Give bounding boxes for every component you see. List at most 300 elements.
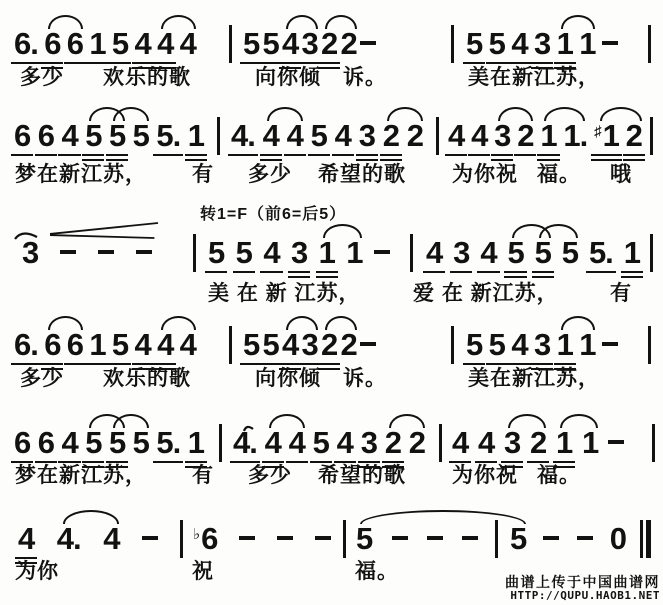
lyric-text: 有 [610,282,632,305]
slur-arc [113,414,149,428]
underline-beam [11,154,33,157]
slur-arc [600,107,642,121]
note-number: 1 [187,118,204,153]
note-token [14,329,38,365]
note-token [337,427,353,463]
note-number: 5 [466,327,483,362]
underline-beam [205,271,227,274]
note-number [427,523,443,540]
note-number: 1 [582,425,599,460]
note-number: 4 [478,425,495,460]
note-number: 4 [282,26,299,61]
note-token [579,329,595,360]
note-number: 5. [156,425,181,460]
barline [451,326,454,364]
duration-dash [602,342,618,346]
note-number [577,523,593,540]
note-number: 1 [556,425,573,460]
note-number: 4. [56,521,81,556]
note-token [156,120,180,156]
underline-beam [537,154,559,157]
lyric-text: 福。 [537,163,581,186]
dash-token [608,427,624,444]
note-number: 5. [588,235,613,270]
note-token [594,120,619,161]
underline-beam [477,271,499,274]
note-token [409,427,425,458]
note-number: 4 [61,425,78,460]
underline-beam [64,363,86,366]
tie-fragment [242,423,255,433]
note-token [466,329,482,365]
underline-beam [445,154,467,157]
note-number [543,523,559,540]
note-number: 3 [301,26,318,61]
note-token [109,120,125,161]
note-number: 2 [406,118,423,153]
note-token [582,427,598,458]
barline [640,520,643,558]
note-number: 6 [14,425,31,460]
note-number: 5. [156,118,181,153]
slur-arc [48,15,83,29]
note-token [302,329,318,365]
duration-dash [374,250,390,254]
note-number: 5 [111,26,129,61]
underline-beam [82,154,104,157]
duration-dash [602,41,618,45]
lyric-text: 爱 在 新江苏， [413,282,559,305]
note-token [448,120,464,156]
note-number: 3 [504,425,521,460]
dash-token [577,523,593,540]
note-number: 5 [108,425,126,460]
lyric-text: 多少 [20,66,64,89]
note-number: 2 [382,118,399,153]
note-number [142,523,158,540]
note-token [263,329,279,365]
note-number: 5 [488,26,505,61]
note-token [231,120,255,156]
underline-beam [228,154,258,157]
note-token [14,28,38,64]
note-number: 5 [108,118,126,153]
lyric-text: 诉。 [343,367,387,390]
note-number: 3 [533,327,551,362]
note-token [180,329,196,360]
duration-dash [315,536,331,540]
note-number: 3 [290,235,308,270]
note-token [589,237,613,273]
underline-beam [153,154,183,157]
lyric-text: 为你 [15,560,59,583]
note-number: 1 [187,425,204,460]
note-token [540,120,556,161]
note-number: 1. [563,118,588,153]
lyric-text: 梦在新江苏， [15,464,147,487]
note-number: 1 [623,235,640,270]
note-number: 4 [262,118,279,153]
note-token [85,120,101,161]
note-number: 5 [510,521,527,556]
note-number: 4 [511,26,528,61]
barline [217,117,220,155]
note-token [38,120,54,156]
note-number: 3 [22,235,39,270]
slur-arc [325,15,357,29]
dash-token [462,523,478,540]
note-number: 3 [358,118,375,153]
slur-arc [325,316,357,330]
note-number: 2 [321,327,338,362]
lyric-text: 福。 [355,560,399,583]
note-number: 2 [530,425,547,460]
note-number: ♯1 [594,118,619,153]
dash-token [360,28,376,45]
lyric-text: 为你祝 [452,464,518,487]
note-token [67,28,83,64]
note-token [626,120,642,161]
lyric-text: 美 在 新 江苏， [208,282,361,305]
note-number: 2 [321,26,338,61]
note-token [359,120,375,161]
underline-beam [318,368,340,371]
lyric-text: 希望的歌 [318,163,406,186]
dash-token [602,329,618,346]
note-number: 4. [233,425,257,460]
slur-arc [161,316,196,330]
lyric-text: 向你倾 [255,367,321,390]
slur-arc [63,510,120,524]
lyric-text: 有 [192,163,214,186]
note-token [466,28,482,64]
note-number: 5 [235,235,252,270]
note-number: 4 [179,26,196,61]
note-number: 1 [318,235,335,270]
note-number: 5 [85,425,102,460]
lyric-text: 梦在新江苏， [15,163,147,186]
slur-arc [508,414,546,428]
note-token [511,28,527,64]
lyric-text: 欢乐的歌 [103,66,191,89]
underline-beam [288,271,310,274]
note-token [263,28,279,64]
note-number: 5 [85,118,102,153]
slur-arc [267,107,303,121]
note-number: 5 [561,235,579,270]
note-token [89,329,105,365]
rest-token [610,523,626,554]
note-number: 4 [471,118,488,153]
lyric-text: 祝 [192,560,214,583]
note-token [287,120,303,156]
note-number [239,523,255,540]
duration-dash [543,536,559,540]
note-number: 3 [453,235,470,270]
barline [193,234,196,272]
watermark-site-name: 曲谱上传于中国曲谱网 [505,574,660,590]
underline-beam [621,271,643,274]
barline [495,520,498,558]
note-number: 1 [540,118,557,153]
underline-beam [64,62,86,65]
note-token [14,120,30,156]
lyric-text: 为你祝 [452,163,518,186]
note-number: 3 [533,26,551,61]
note-number: 4 [134,26,151,61]
note-number: 2 [340,327,357,362]
lyric-text: 美在新江苏， [468,367,600,390]
note-number: 3 [360,425,377,460]
note-number [602,28,618,45]
final-barline-thick [646,520,651,558]
barline [652,424,655,462]
crescendo-hairpin [48,221,160,240]
note-number: 4 [103,521,120,556]
duration-dash [98,250,114,254]
note-token [243,28,259,64]
note-number: 4 [334,118,351,153]
note-token [180,28,196,59]
dash-token [374,237,390,254]
note-token [624,237,640,278]
note-number: 6. [14,327,38,362]
dash-token [142,523,158,540]
note-token [356,523,372,554]
slur-arc [113,107,149,121]
barline [229,25,232,63]
note-number: 2 [384,425,401,460]
note-number: 1 [346,235,363,270]
note-number: 3 [494,118,511,153]
note-number: 4. [231,118,255,153]
underline-beam [591,154,622,157]
note-token [22,237,38,268]
underline-beam [260,271,282,274]
note-token [289,427,305,463]
note-token [341,329,357,360]
note-number: 1 [556,26,573,61]
note-token [407,120,423,151]
note-number: 1 [89,26,106,61]
slur-arc [561,316,596,330]
underline-beam [185,154,207,157]
note-number: 5 [132,425,149,460]
lyric-text: 有 [192,464,214,487]
note-number: 6 [37,425,54,460]
note-number: 4 [264,425,281,460]
note-token [61,120,77,156]
dash-token [277,523,293,540]
note-number: 5 [132,118,149,153]
duration-dash [462,536,478,540]
barline [343,520,346,558]
underline-beam [318,62,340,65]
note-number [315,523,331,540]
note-token [383,120,399,161]
note-token [321,28,337,69]
note-number: 6 [44,26,61,61]
note-token [579,28,595,59]
note-number: 5 [243,26,260,61]
barline [650,234,653,272]
barline [180,520,183,558]
slur-arc [544,107,585,121]
note-number [360,329,376,346]
underline-beam [284,154,306,157]
note-number: 5 [243,327,260,362]
note-number: 4 [134,327,151,362]
note-token [133,120,149,151]
note-token [103,523,119,554]
underline-beam [514,154,536,157]
lyric-text: 多少 [20,367,64,390]
note-token [243,329,259,365]
underline-beam [153,461,183,464]
note-token [453,237,469,273]
note-number: 4 [18,521,35,556]
duration-dash [60,250,76,254]
note-token [346,237,362,268]
note-token [489,28,505,64]
barline [410,234,413,272]
note-number: 4 [452,425,469,460]
note-number: 6. [14,26,38,61]
note-token [263,120,279,161]
underline-beam [423,271,445,274]
note-number: 4 [179,327,196,362]
watermark-url: HTTP://QUPU.HAOB1.NET [510,589,660,603]
note-number: 5 [534,235,551,270]
note-token [61,427,77,463]
lyric-text: 哦 [610,163,632,186]
note-number: ♭6 [193,521,218,556]
note-number: 6 [66,327,84,362]
underline-beam [316,271,338,274]
lyric-text: 多少 [248,464,292,487]
note-number [462,523,478,540]
dash-token [360,329,376,346]
note-number [277,523,293,540]
note-token [489,329,505,365]
duration-dash [360,342,376,346]
note-number: 5 [356,521,373,556]
note-token [507,237,523,278]
note-number: 5 [488,327,505,362]
note-number: 6 [14,118,31,153]
note-token [302,28,318,64]
note-token [530,427,546,463]
note-token [480,237,496,273]
note-token [291,237,307,278]
lyric-text: 向你倾 [255,66,321,89]
note-token [38,427,54,463]
note-token [563,120,587,151]
note-token [263,237,279,273]
note-token [510,523,526,554]
barline [648,25,651,63]
note-number: 2 [408,425,425,460]
note-number: 6 [44,327,61,362]
note-number: 4 [336,425,353,460]
note-number: 0 [609,521,626,556]
underline-beam [58,154,80,157]
note-number: 5 [262,26,279,61]
note-number [602,329,618,346]
note-token [452,427,468,463]
note-number [608,427,624,444]
note-number: 3 [301,327,318,362]
underline-beam [233,271,255,274]
note-token [112,329,128,365]
slur-arc [498,107,533,121]
duration-dash [142,536,158,540]
underline-beam [260,154,282,157]
note-number: 4 [426,235,443,270]
note-number: 4 [511,327,528,362]
underline-beam [450,271,472,274]
note-number: 2 [625,118,642,153]
duration-dash [360,41,376,45]
dash-token [392,523,408,540]
key-change-annotation: 转1=F（前6=后5） [200,206,347,223]
dash-token [543,523,559,540]
note-number: 4 [448,118,465,153]
note-number: 6 [37,118,54,153]
note-number: 4 [480,235,497,270]
slur-arc [561,15,596,29]
slur-arc [387,107,423,121]
note-number: 4 [157,26,174,61]
duration-dash [392,536,408,540]
barline [439,424,442,462]
note-number: 4 [157,327,174,362]
underline-beam [504,271,526,274]
sharp-accidental: ♯ [594,123,602,140]
note-token [511,329,527,365]
measure [22,237,152,283]
note-number [392,523,408,540]
lyric-text: 美在新江苏， [468,66,600,89]
underline-beam [318,363,340,366]
note-number: 1 [579,26,596,61]
slur-arc [389,414,425,428]
duration-dash [136,250,152,254]
note-token [321,329,337,370]
note-token [517,120,533,156]
duration-dash [427,536,443,540]
underline-beam [106,154,128,157]
note-number: 5 [312,425,329,460]
note-token [311,120,327,156]
note-token [67,329,83,365]
note-number: 5 [507,235,524,270]
slur-arc [323,224,363,238]
note-token [426,237,442,273]
barline [436,117,439,155]
note-number: 5 [262,327,279,362]
note-number: 6 [66,26,84,61]
underline-beam [308,154,330,157]
tie-fragment [13,228,39,241]
note-number: 5 [466,26,483,61]
lyric-text: 欢乐的歌 [103,367,191,390]
underline-beam [35,154,57,157]
note-token [341,28,357,59]
note-token [335,120,351,156]
note-number: 5 [111,327,129,362]
note-number: 1 [89,327,106,362]
